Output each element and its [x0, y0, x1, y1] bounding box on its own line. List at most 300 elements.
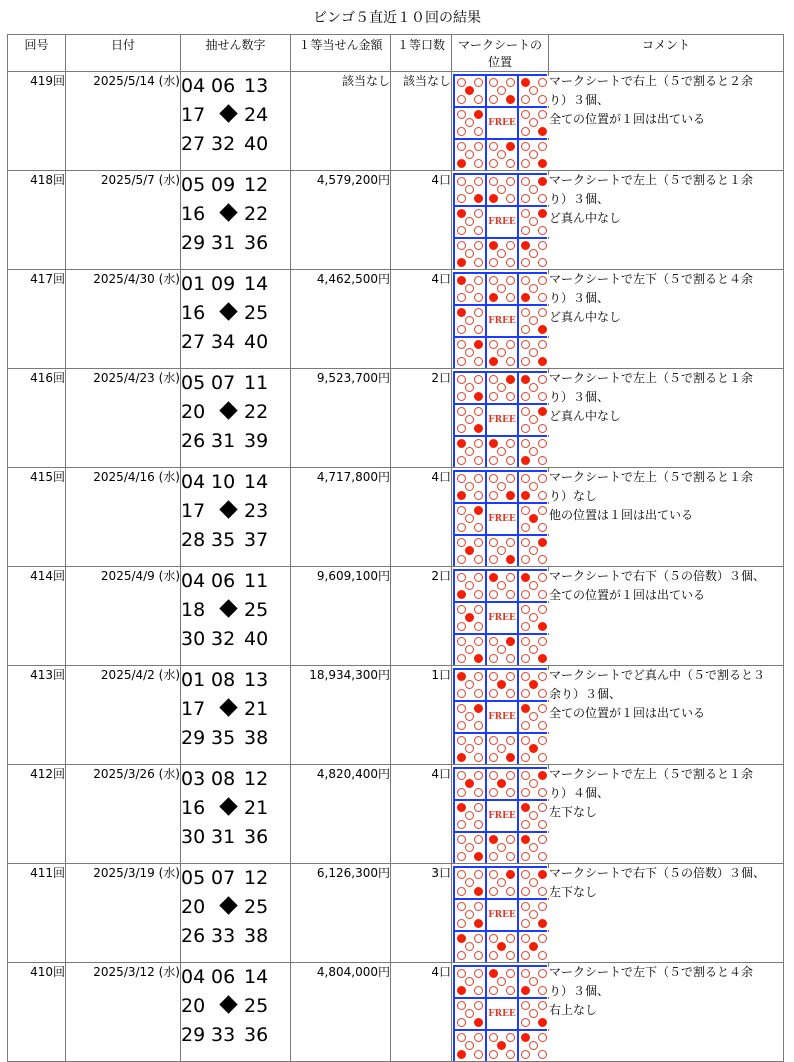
marked-dot-icon [521, 986, 530, 995]
free-diamond-icon [211, 200, 244, 229]
marked-dot-icon [538, 538, 547, 547]
dot-icon [474, 159, 483, 168]
marked-dot-icon [457, 672, 466, 681]
dot-icon [521, 538, 530, 547]
dot-icon [474, 803, 483, 812]
dot-icon [474, 209, 483, 218]
marked-dot-icon [457, 209, 466, 218]
dot-icon [489, 1050, 498, 1059]
numbers-line-2 [181, 695, 290, 724]
marked-dot-icon [474, 887, 483, 896]
dot-icon [538, 95, 547, 104]
mark-sheet-position [452, 369, 549, 468]
number: 22 [244, 401, 269, 423]
draw-date: 2025/3/26 (水) [66, 765, 181, 864]
comment [549, 72, 784, 171]
dot-icon [506, 194, 515, 203]
table-row [8, 171, 784, 270]
dot-icon [474, 637, 483, 646]
winning-numbers [181, 567, 291, 666]
free-cell: FREE [487, 603, 517, 633]
comment-line: マークシートでど真ん中（５で割ると３ [549, 668, 766, 682]
mark-cell [519, 932, 549, 962]
dot-icon [538, 293, 547, 302]
dot-icon [521, 523, 530, 532]
dot-icon [474, 1001, 483, 1010]
dot-icon [538, 788, 547, 797]
dot-icon [457, 241, 466, 250]
dot-icon [457, 95, 466, 104]
number: 14 [244, 273, 269, 295]
dot-icon [521, 736, 530, 745]
dot-icon [521, 622, 530, 631]
number: 14 [244, 966, 269, 988]
free-cell: FREE [487, 108, 517, 138]
number: 12 [244, 174, 269, 196]
mark-cell [519, 769, 549, 799]
draw-number: 412回 [8, 765, 66, 864]
dot-icon [521, 771, 530, 780]
dot-icon [465, 645, 474, 654]
dot-icon [538, 506, 547, 515]
dot-icon [457, 771, 466, 780]
dot-icon [474, 293, 483, 302]
header-comment: コメント [549, 35, 784, 72]
comment-line: マークシートで左上（５で割ると１余 [549, 371, 754, 385]
free-cell: FREE [487, 405, 517, 435]
dot-icon [474, 95, 483, 104]
mark-cell [455, 868, 485, 898]
dot-icon [489, 934, 498, 943]
dot-icon [457, 951, 466, 960]
dot-icon [497, 977, 506, 986]
dot-icon [457, 424, 466, 433]
dot-icon [474, 870, 483, 879]
dot-icon [538, 142, 547, 151]
comment-line: 右上なし [549, 1003, 598, 1017]
mark-sheet-position [452, 864, 549, 963]
marked-dot-icon [521, 573, 530, 582]
dot-icon [474, 788, 483, 797]
dot-icon [506, 654, 515, 663]
number: 40 [244, 628, 269, 650]
marked-dot-icon [457, 308, 466, 317]
comment-line: マークシートで右下（５の倍数）３個、 [549, 569, 766, 583]
dot-icon [465, 150, 474, 159]
dot-icon [506, 439, 515, 448]
comment-line: マークシートで左下（５で割ると４余 [549, 965, 754, 979]
dot-icon [538, 555, 547, 564]
dot-icon [538, 474, 547, 483]
dot-icon [538, 491, 547, 500]
dot-icon [457, 226, 466, 235]
dot-icon [506, 573, 515, 582]
marked-dot-icon [457, 934, 466, 943]
number: 36 [244, 232, 269, 254]
mark-cell [519, 734, 549, 764]
mark-cell [487, 967, 517, 997]
mark-sheet-position [452, 72, 549, 171]
comment-line: 左下なし [549, 885, 598, 899]
marked-dot-icon [474, 852, 483, 861]
dot-icon [474, 1050, 483, 1059]
number: 27 [181, 331, 206, 353]
mark-cell [519, 405, 549, 435]
dot-icon [521, 788, 530, 797]
marked-dot-icon [489, 293, 498, 302]
first-prize-count: 該当なし [391, 72, 452, 171]
dot-icon [538, 1033, 547, 1042]
comment [549, 864, 784, 963]
mark-cell [455, 536, 485, 566]
dot-icon [521, 308, 530, 317]
number: 34 [211, 331, 236, 353]
marked-dot-icon [474, 1018, 483, 1027]
header-count: １等口数 [391, 35, 452, 72]
number: 11 [244, 372, 269, 394]
free-diamond-icon [211, 794, 244, 823]
number: 20 [181, 896, 206, 918]
first-prize-count: 1口 [391, 666, 452, 765]
mark-cell [519, 603, 549, 633]
free-diamond-icon [211, 992, 244, 1021]
number: 36 [244, 1024, 269, 1046]
dot-icon [497, 383, 506, 392]
dot-icon [506, 392, 515, 401]
mark-cell [519, 504, 549, 534]
mark-cell [455, 670, 485, 700]
page-title: ビンゴ５直近１０回の結果 [313, 10, 481, 26]
dot-icon [506, 276, 515, 285]
dot-icon [497, 185, 506, 194]
draw-number: 413回 [8, 666, 66, 765]
mark-cell [487, 635, 517, 665]
numbers-line-2 [181, 200, 290, 229]
free-cell: FREE [487, 207, 517, 237]
dot-icon [497, 645, 506, 654]
winning-numbers [181, 666, 291, 765]
mark-sheet-position [452, 270, 549, 369]
draw-number: 419回 [8, 72, 66, 171]
number: 23 [244, 500, 269, 522]
winning-numbers [181, 369, 291, 468]
marked-dot-icon [457, 439, 466, 448]
numbers-line-3 [181, 922, 290, 951]
comment [549, 468, 784, 567]
winning-numbers [181, 171, 291, 270]
mark-sheet-position [452, 567, 549, 666]
dot-icon [489, 1033, 498, 1042]
comment-line: 全ての位置が１回は出ている [549, 706, 706, 720]
dot-icon [506, 258, 515, 267]
dot-icon [474, 555, 483, 564]
comment-line: ど真ん中なし [549, 409, 622, 423]
marked-dot-icon [538, 654, 547, 663]
table-row [8, 963, 784, 1062]
dot-icon [465, 348, 474, 357]
marked-dot-icon [489, 573, 498, 582]
dot-icon [521, 887, 530, 896]
marked-dot-icon [538, 127, 547, 136]
mark-cell [455, 900, 485, 930]
draw-date: 2025/5/7 (水) [66, 171, 181, 270]
dot-icon [474, 605, 483, 614]
dot-icon [457, 555, 466, 564]
marked-dot-icon [521, 704, 530, 713]
dot-icon [457, 293, 466, 302]
marked-dot-icon [521, 375, 530, 384]
mark-cell [519, 207, 549, 237]
numbers-line-1 [181, 666, 290, 695]
dot-icon [457, 820, 466, 829]
dot-icon [521, 357, 530, 366]
number: 13 [244, 669, 269, 691]
winning-numbers [181, 963, 291, 1062]
mark-cell [519, 140, 549, 170]
mark-sheet-grid [453, 173, 547, 269]
number: 31 [211, 430, 236, 452]
numbers-line-3 [181, 823, 290, 852]
number: 38 [244, 925, 269, 947]
first-prize-count: 3口 [391, 864, 452, 963]
numbers-line-2 [181, 893, 290, 922]
dot-icon [465, 680, 474, 689]
dot-icon [538, 375, 547, 384]
comment [549, 666, 784, 765]
dot-icon [474, 590, 483, 599]
dot-icon [538, 605, 547, 614]
dot-icon [465, 249, 474, 258]
header-numbers: 抽せん数字 [181, 35, 291, 72]
dot-icon [489, 538, 498, 547]
dot-icon [521, 110, 530, 119]
table-row [8, 765, 784, 864]
numbers-line-1 [181, 270, 290, 299]
dot-icon [465, 383, 474, 392]
draw-number: 410回 [8, 963, 66, 1062]
winning-numbers [181, 270, 291, 369]
dot-icon [497, 447, 506, 456]
dot-icon [465, 118, 474, 127]
comment-line: マークシートで左上（５で割ると１余 [549, 767, 754, 781]
mark-cell [455, 967, 485, 997]
marked-dot-icon [521, 1033, 530, 1042]
number: 37 [244, 529, 269, 551]
mark-cell [519, 833, 549, 863]
dot-icon [521, 1018, 530, 1027]
dot-icon [538, 258, 547, 267]
first-prize-amount: 該当なし [291, 72, 391, 171]
marked-dot-icon [506, 95, 515, 104]
mark-cell [487, 338, 517, 368]
dot-icon [489, 870, 498, 879]
mark-cell [487, 571, 517, 601]
numbers-line-3 [181, 625, 290, 654]
dot-icon [521, 753, 530, 762]
mark-sheet-position [452, 171, 549, 270]
marked-dot-icon [457, 803, 466, 812]
mark-cell [455, 437, 485, 467]
dot-icon [521, 340, 530, 349]
first-prize-count: 4口 [391, 963, 452, 1062]
numbers-line-2 [181, 101, 290, 130]
comment-line: り）３個、 [549, 390, 610, 404]
dot-icon [489, 375, 498, 384]
mark-cell [455, 239, 485, 269]
first-prize-amount: 4,820,400円 [291, 765, 391, 864]
mark-sheet-grid [453, 272, 547, 368]
dot-icon [521, 276, 530, 285]
dot-icon [521, 870, 530, 879]
free-cell: FREE [487, 801, 517, 831]
mark-cell [487, 437, 517, 467]
dot-icon [457, 654, 466, 663]
dot-icon [489, 788, 498, 797]
marked-dot-icon [538, 177, 547, 186]
marked-dot-icon [465, 86, 474, 95]
marked-dot-icon [538, 159, 547, 168]
dot-icon [465, 217, 474, 226]
dot-icon [538, 439, 547, 448]
dot-icon [489, 771, 498, 780]
numbers-line-3 [181, 427, 290, 456]
marked-dot-icon [457, 276, 466, 285]
marked-dot-icon [489, 969, 498, 978]
dot-icon [506, 736, 515, 745]
dot-icon [529, 348, 538, 357]
dot-icon [457, 194, 466, 203]
dot-icon [457, 969, 466, 978]
dot-icon [497, 249, 506, 258]
number: 04 [181, 570, 206, 592]
number: 31 [211, 232, 236, 254]
marked-dot-icon [474, 194, 483, 203]
numbers-line-2 [181, 992, 290, 1021]
dot-icon [538, 590, 547, 599]
dot-icon [521, 258, 530, 267]
first-prize-amount: 4,717,800円 [291, 468, 391, 567]
dot-icon [521, 689, 530, 698]
marked-dot-icon [474, 704, 483, 713]
dot-icon [474, 407, 483, 416]
dot-icon [529, 843, 538, 852]
marked-dot-icon [465, 546, 474, 555]
number: 16 [181, 302, 206, 324]
dot-icon [506, 357, 515, 366]
mark-cell [455, 769, 485, 799]
dot-icon [506, 672, 515, 681]
dot-icon [465, 1009, 474, 1018]
mark-cell [519, 571, 549, 601]
header-sheet [452, 35, 549, 72]
number: 18 [181, 599, 206, 621]
dot-icon [474, 538, 483, 547]
dot-icon [506, 835, 515, 844]
numbers-line-1 [181, 765, 290, 794]
marked-dot-icon [538, 622, 547, 631]
dot-icon [457, 902, 466, 911]
dot-icon [521, 194, 530, 203]
dot-icon [506, 969, 515, 978]
marked-dot-icon [538, 407, 547, 416]
marked-dot-icon [457, 491, 466, 500]
dot-icon [474, 969, 483, 978]
marked-dot-icon [529, 680, 538, 689]
mark-cell [519, 670, 549, 700]
number: 04 [181, 75, 206, 97]
dot-icon [457, 870, 466, 879]
marked-dot-icon [457, 1050, 466, 1059]
number: 06 [211, 570, 236, 592]
first-prize-count: 2口 [391, 567, 452, 666]
dot-icon [506, 177, 515, 186]
mark-cell [519, 437, 549, 467]
number: 29 [181, 1024, 206, 1046]
free-cell: FREE [487, 504, 517, 534]
dot-icon [489, 276, 498, 285]
dot-icon [489, 159, 498, 168]
marked-dot-icon [506, 375, 515, 384]
dot-icon [521, 637, 530, 646]
dot-icon [497, 546, 506, 555]
mark-cell [455, 472, 485, 502]
mark-cell [455, 140, 485, 170]
number: 10 [211, 471, 236, 493]
mark-cell [455, 999, 485, 1029]
marked-dot-icon [497, 680, 506, 689]
marked-dot-icon [521, 835, 530, 844]
dot-icon [497, 284, 506, 293]
dot-icon [529, 546, 538, 555]
dot-icon [474, 325, 483, 334]
mark-cell [487, 373, 517, 403]
mark-cell [519, 108, 549, 138]
dot-icon [474, 771, 483, 780]
mark-cell [519, 635, 549, 665]
dot-icon [521, 127, 530, 136]
dot-icon [538, 887, 547, 896]
dot-icon [457, 142, 466, 151]
dot-icon [538, 78, 547, 87]
table-row [8, 468, 784, 567]
marked-dot-icon [506, 491, 515, 500]
marked-dot-icon [529, 744, 538, 753]
mark-cell [455, 801, 485, 831]
draw-number: 414回 [8, 567, 66, 666]
dot-icon [457, 919, 466, 928]
numbers-line-1 [181, 963, 290, 992]
results-table [7, 34, 784, 1062]
comment-line: マークシートで右上（５で割ると２余 [549, 74, 754, 88]
mark-cell [519, 900, 549, 930]
numbers-line-1 [181, 72, 290, 101]
dot-icon [457, 573, 466, 582]
dot-icon [521, 424, 530, 433]
dot-icon [457, 523, 466, 532]
number: 12 [244, 768, 269, 790]
dot-icon [474, 753, 483, 762]
comment-line: り）３個、 [549, 93, 610, 107]
dot-icon [497, 86, 506, 95]
number: 27 [181, 133, 206, 155]
mark-cell [519, 76, 549, 106]
mark-cell [455, 833, 485, 863]
dot-icon [521, 95, 530, 104]
dot-icon [474, 258, 483, 267]
dot-icon [497, 744, 506, 753]
dot-icon [489, 340, 498, 349]
dot-icon [521, 555, 530, 564]
